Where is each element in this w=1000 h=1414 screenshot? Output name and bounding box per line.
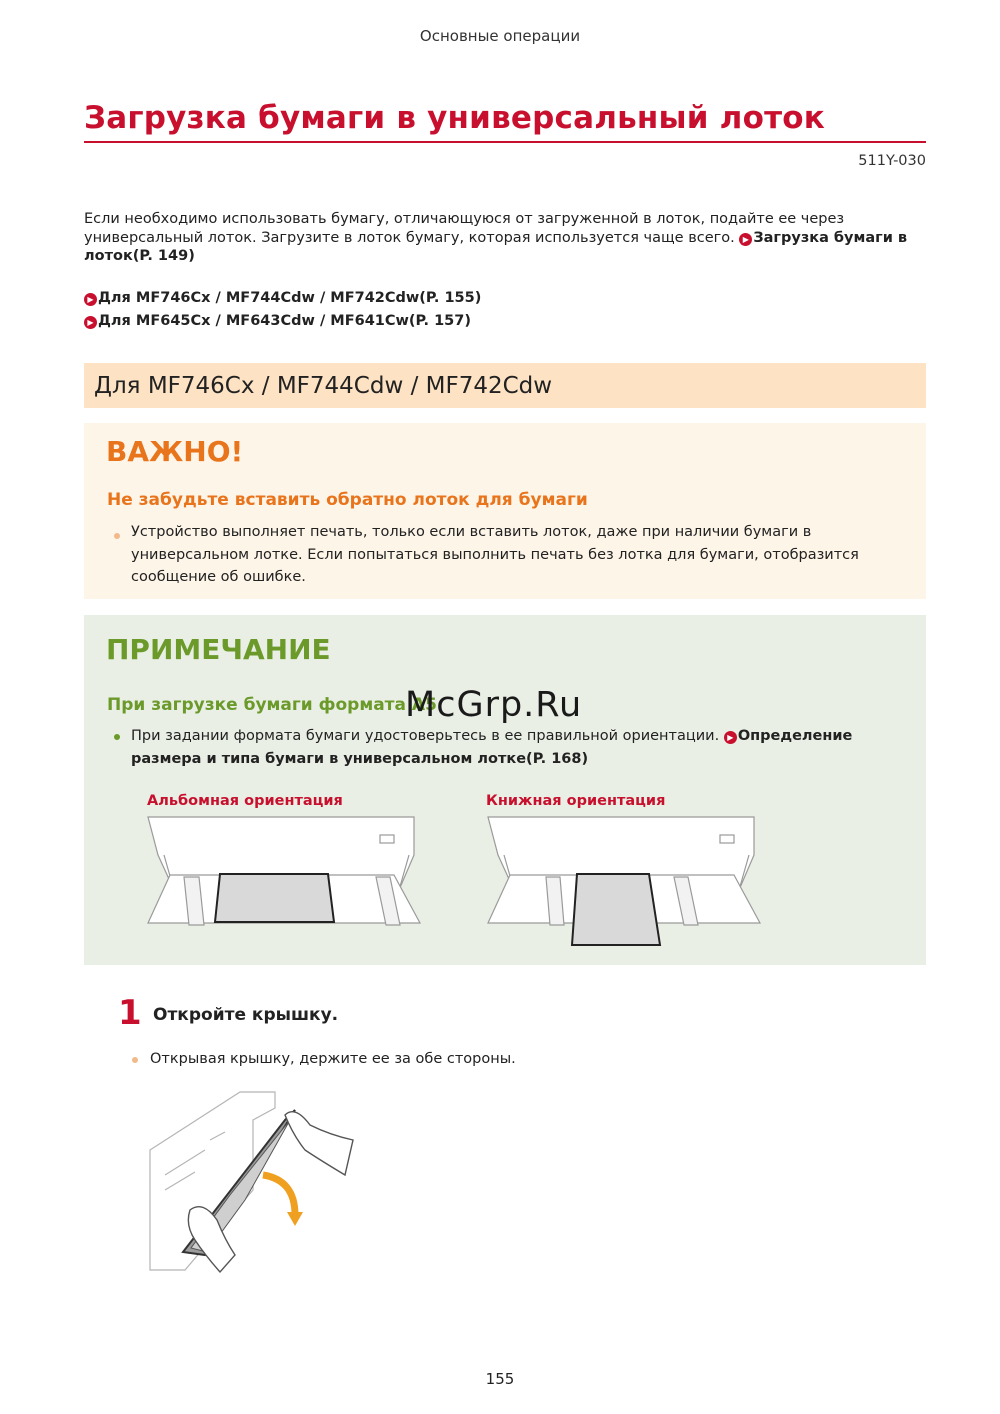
step-number: 1 [118,993,142,1033]
xref-arrow-icon: ▶ [84,316,97,329]
portrait-illustration [484,815,774,955]
xref-link-text: Определение размера и типа бумаги в универсальном лотке(P. 168) [131,728,853,767]
page-number: 155 [485,1370,515,1388]
important-subtitle: Не забудьте вставить обратно лоток для бумаги [107,490,588,510]
note-bullet-text: При задании формата бумаги удостоверьтесь в ее правильной ориентации. [131,728,724,744]
portrait-caption: Книжная ориентация [486,793,666,809]
title-rule [84,141,926,143]
important-label: ВАЖНО! [106,435,244,468]
model-link-label: Для MF746Cx / MF744Cdw / MF742Cdw(P. 155) [98,290,482,306]
note-box [84,615,926,965]
open-arrow-icon [263,1175,295,1215]
portrait-paper [572,874,660,945]
step-bullet: Открывая крышку, держите ее за обе стороны. [150,1051,516,1067]
xref-arrow-icon: ▶ [724,731,737,744]
intro-paragraph [84,210,926,266]
page-title: Загрузка бумаги в универсальный лоток [84,100,825,136]
section-heading-band [84,363,926,408]
step-title: Откройте крышку. [153,1005,339,1025]
note-subtitle: При загрузке бумаги формата A5 [107,695,437,715]
landscape-illustration [144,815,434,955]
section-heading: Для MF746Cx / MF744Cdw / MF742Cdw [94,373,553,399]
open-cover-illustration [145,1080,360,1275]
bullet-icon [132,1057,138,1063]
important-box [84,423,926,599]
important-bullet: Устройство выполняет печать, только если вставить лоток, даже при наличии бумаги в универсальном лотке. Если попытаться выполнить печать без лотка для бумаги, отобразится сообщение об ошибке. [131,524,859,585]
bullet-icon [114,734,120,740]
xref-link-text: Загрузка бумаги в лоток(P. 149) [84,229,908,264]
running-head: Основные операции [419,27,581,45]
xref-arrow-icon: ▶ [739,233,752,246]
landscape-caption: Альбомная ориентация [147,793,343,809]
model-link-mf746[interactable] [84,287,481,310]
note-label: ПРИМЕЧАНИЕ [106,633,331,666]
intro-text: Если необходимо использовать бумагу, отличающуюся от загруженной в лоток, подайте ее через универсальный лоток. Загрузите в лоток бумагу, которая используется чаще всего. [84,211,845,246]
doc-code: 511Y-030 [858,153,926,169]
model-link-mf645[interactable] [84,310,481,333]
xref-arrow-icon: ▶ [84,293,97,306]
hand-upper-icon [285,1112,353,1175]
model-link-label: Для MF645Cx / MF643Cdw / MF641Cw(P. 157) [98,312,471,329]
watermark: McGrp.Ru [405,685,583,725]
bullet-icon [114,533,120,539]
model-links [84,287,481,332]
note-bullet [131,725,911,770]
landscape-paper [215,874,334,922]
